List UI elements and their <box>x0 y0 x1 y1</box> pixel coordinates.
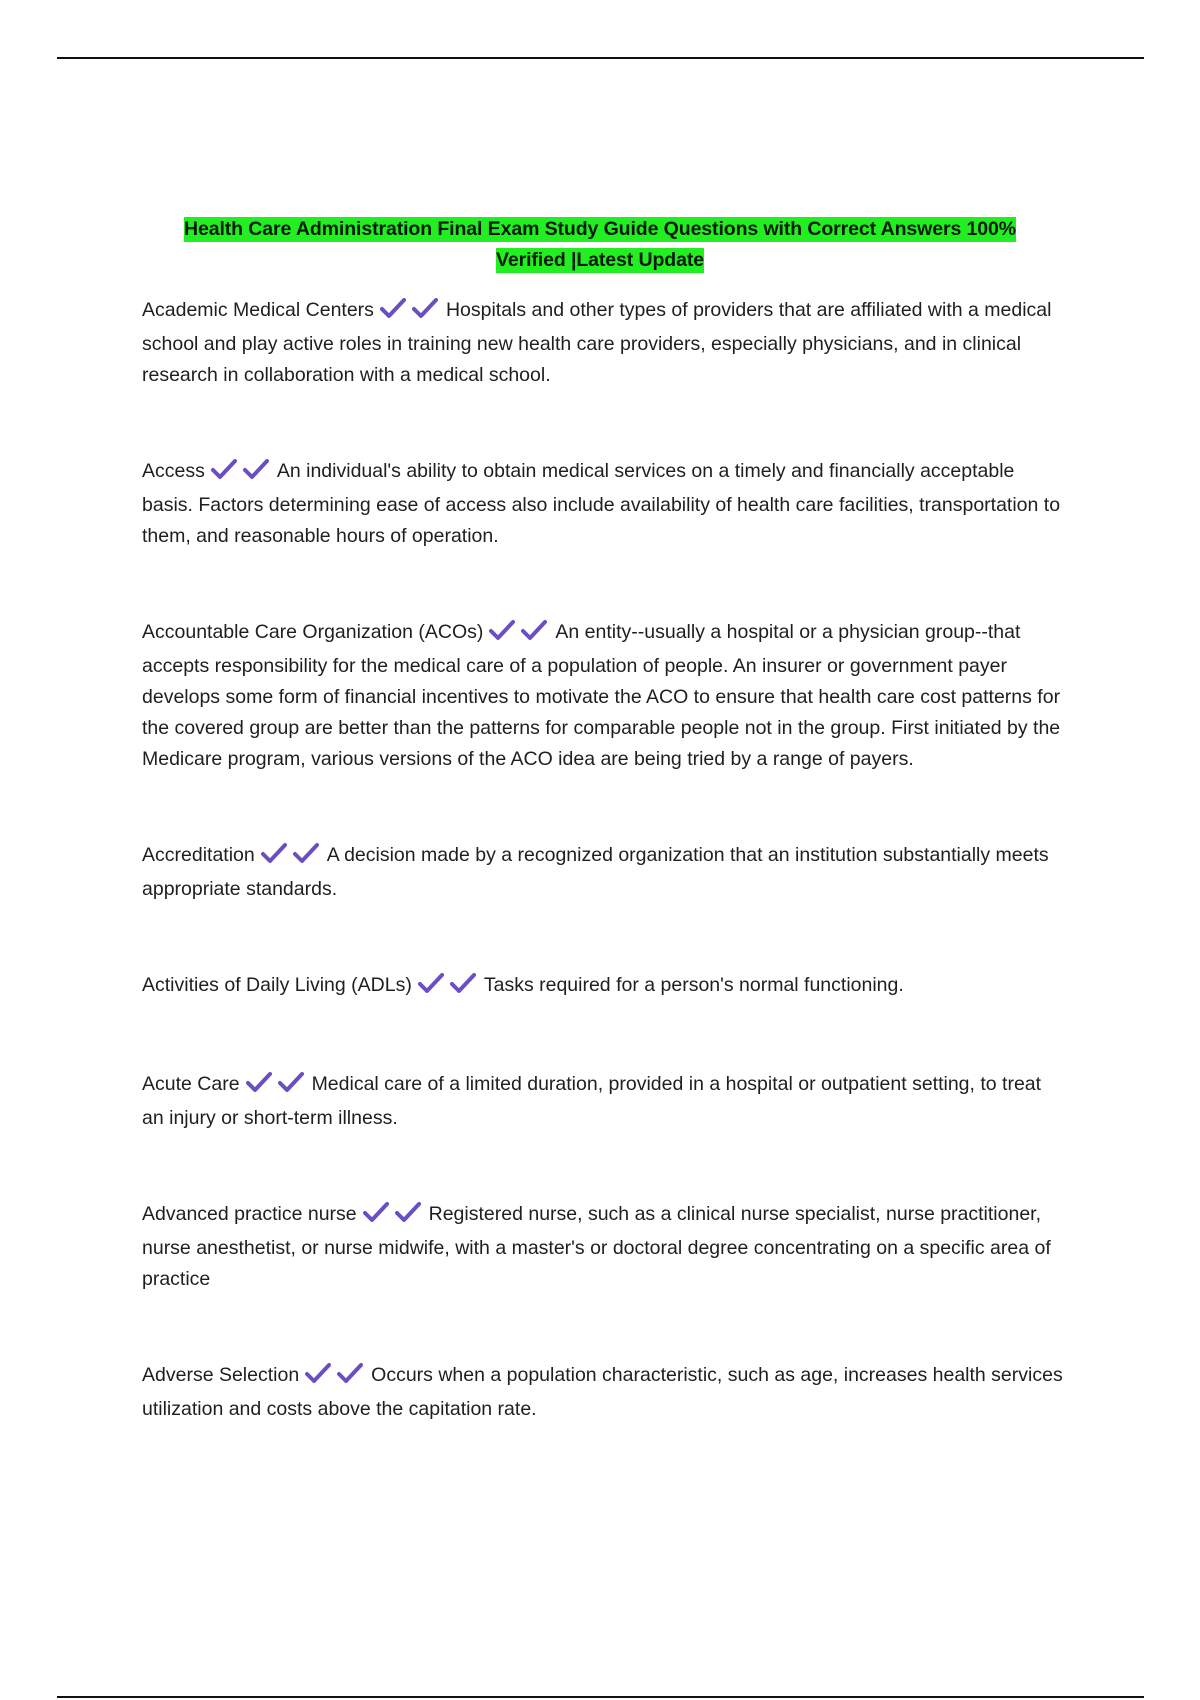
double-check-icons <box>211 458 275 490</box>
double-check-icons <box>489 619 553 651</box>
check-icon <box>278 1071 304 1093</box>
check-icon <box>305 1362 331 1384</box>
check-icon <box>380 297 406 319</box>
entry-term: Accreditation <box>142 844 255 866</box>
check-icon <box>246 1071 272 1093</box>
glossary-entry <box>142 617 1066 775</box>
check-icon <box>418 972 444 994</box>
entry-definition: An entity--usually a hospital or a physician group--that accepts responsibility for the medical care of a population of people. An insurer or government payer develops some form of financial incentives to motivate the ACO to ensure that health care cost patterns for the covered group are better than the patterns for comparable people not in the group. First initiated by the Medicare program, various versions of the ACO idea are being tried by a range of payers. <box>142 621 1061 770</box>
entry-term: Access <box>142 460 205 482</box>
glossary-entry <box>142 1199 1066 1295</box>
check-icon <box>261 842 287 864</box>
glossary-entry <box>142 1069 1066 1134</box>
entry-definition: Occurs when a population characteristic, such as age, increases health services utilization and costs above the capitation rate. <box>142 1364 1063 1420</box>
entry-definition: Hospitals and other types of providers that are affiliated with a medical school and play active roles in training new health care providers, especially physicians, and in clinical research in collaboration with a medical school. <box>142 299 1052 386</box>
top-rule <box>57 57 1144 59</box>
entry-definition: Tasks required for a person's normal functioning. <box>483 974 904 996</box>
title-line-1: Health Care Administration Final Exam Study Guide Questions with Correct Answers 100% <box>183 218 1016 240</box>
glossary-entry <box>142 456 1066 552</box>
check-icon <box>293 842 319 864</box>
entry-term: Activities of Daily Living (ADLs) <box>142 974 412 996</box>
check-icon <box>211 458 237 480</box>
double-check-icons <box>418 972 482 1004</box>
check-icon <box>489 619 515 641</box>
bottom-rule <box>57 1696 1144 1698</box>
check-icon <box>450 972 476 994</box>
glossary-entry <box>142 970 1066 1004</box>
entry-definition: An individual's ability to obtain medical services on a timely and financially acceptable basis. Factors determining ease of access also include availability of health care facilities, transportation to them, and reasonable hours of operation. <box>142 460 1061 547</box>
check-icon <box>337 1362 363 1384</box>
title-line-2: Verified |Latest Update <box>496 249 704 271</box>
check-icon <box>395 1201 421 1223</box>
check-icon <box>521 619 547 641</box>
check-icon <box>412 297 438 319</box>
double-check-icons <box>246 1071 310 1103</box>
entry-term: Adverse Selection <box>142 1364 300 1386</box>
double-check-icons <box>380 297 444 329</box>
double-check-icons <box>305 1362 369 1394</box>
check-icon <box>363 1201 389 1223</box>
entry-term: Academic Medical Centers <box>142 299 374 321</box>
entry-definition: Registered nurse, such as a clinical nurse specialist, nurse practitioner, nurse anesthetist, or nurse midwife, with a master's or doctoral degree concentrating on a specific area of practice <box>142 1203 1051 1290</box>
entry-term: Advanced practice nurse <box>142 1203 357 1225</box>
entry-term: Acute Care <box>142 1073 240 1095</box>
check-icon <box>243 458 269 480</box>
glossary-entry <box>142 840 1066 905</box>
glossary-entry <box>142 1360 1066 1425</box>
double-check-icons <box>363 1201 427 1233</box>
entry-definition: A decision made by a recognized organization that an institution substantially meets appropriate standards. <box>142 844 1049 900</box>
document-title <box>142 214 1058 276</box>
entry-term: Accountable Care Organization (ACOs) <box>142 621 484 643</box>
glossary-entries <box>142 295 1066 1425</box>
double-check-icons <box>261 842 325 874</box>
entry-definition: Medical care of a limited duration, provided in a hospital or outpatient setting, to treat an injury or short-term illness. <box>142 1073 1042 1129</box>
glossary-entry <box>142 295 1066 391</box>
